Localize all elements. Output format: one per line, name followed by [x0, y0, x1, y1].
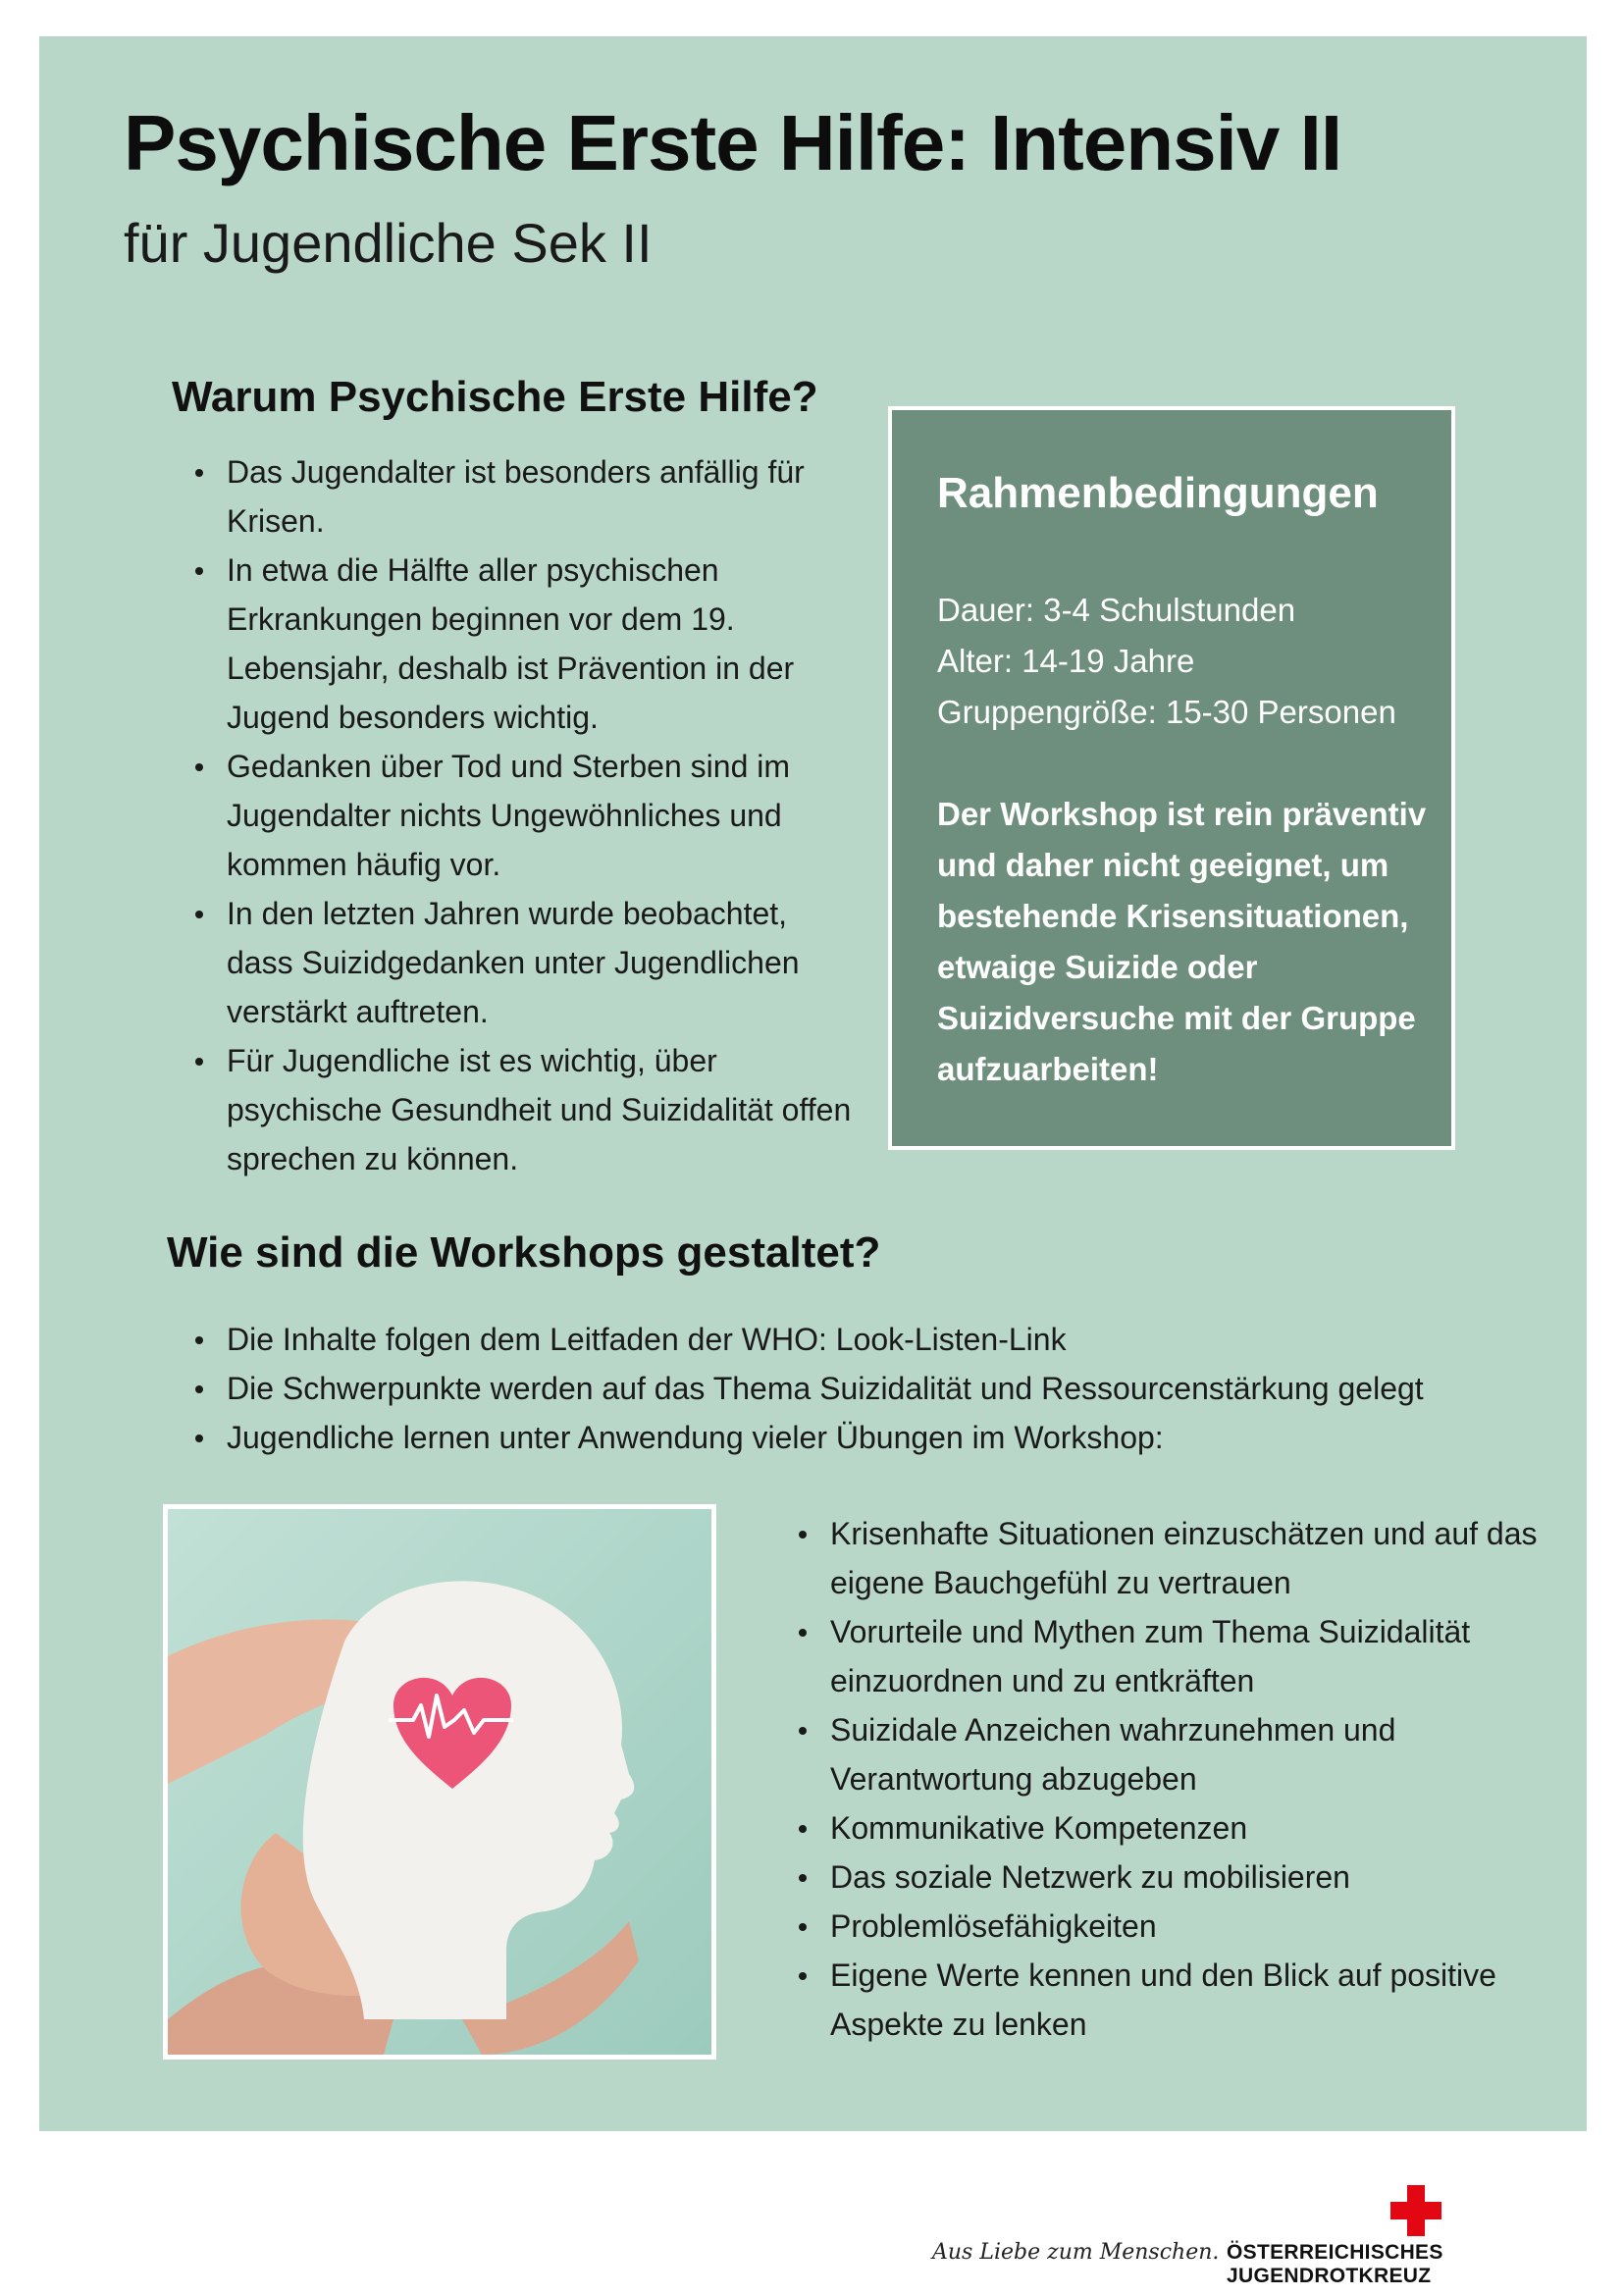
list-item: Das soziale Netzwerk zu mobilisieren [775, 1852, 1541, 1902]
why-list [172, 447, 859, 1183]
group-size-text: Gruppengröße: 15-30 Personen [937, 694, 1396, 730]
head-heart-illustration [168, 1509, 711, 2055]
workshops-list [172, 1315, 1545, 1462]
list-item: Die Inhalte folgen dem Leitfaden der WHO: Look-Listen-Link [172, 1315, 1545, 1364]
head-heart-photo [163, 1504, 716, 2060]
list-item: Jugendliche lernen unter Anwendung vieler Übungen im Workshop: [172, 1413, 1545, 1462]
framework-box [888, 406, 1455, 1150]
footer-slogan: Aus Liebe zum Menschen. [932, 2240, 1220, 2265]
page-subtitle: für Jugendliche Sek II [124, 212, 653, 274]
list-item: Kommunikative Kompetenzen [775, 1803, 1541, 1852]
list-item: In etwa die Hälfte aller psychischen Erkrankungen beginnen vor dem 19. Lebensjahr, deshalb ist Prävention in der Jugend besonders wichtig. [172, 546, 859, 742]
list-item: Krisenhafte Situationen einzuschätzen und auf das eigene Bauchgefühl zu vertrauen [775, 1509, 1541, 1607]
list-item: In den letzten Jahren wurde beobachtet, dass Suizidgedanken unter Jugendlichen verstärkt auftreten. [172, 889, 859, 1036]
workshops-heading: Wie sind die Workshops gestaltet? [167, 1228, 881, 1277]
duration-text: Dauer: 3-4 Schulstunden [937, 592, 1296, 628]
list-item: Problemlösefähigkeiten [775, 1902, 1541, 1951]
framework-facts [937, 585, 1396, 738]
age-text: Alter: 14-19 Jahre [937, 643, 1195, 679]
list-item: Eigene Werte kennen und den Blick auf positive Aspekte zu lenken [775, 1951, 1541, 2049]
list-item: Die Schwerpunkte werden auf das Thema Suizidalität und Ressourcenstärkung gelegt [172, 1364, 1545, 1413]
page-title: Psychische Erste Hilfe: Intensiv II [124, 99, 1342, 186]
list-item: Für Jugendliche ist es wichtig, über psychische Gesundheit und Suizidalität offen sprechen zu können. [172, 1036, 859, 1183]
list-item: Vorurteile und Mythen zum Thema Suizidalität einzuordnen und zu entkräften [775, 1607, 1541, 1705]
why-heading: Warum Psychische Erste Hilfe? [172, 373, 818, 421]
skills-list [775, 1509, 1541, 2049]
footer-organization: ÖSTERREICHISCHES JUGENDROTKREUZ [1227, 2241, 1443, 2287]
framework-heading: Rahmenbedingungen [937, 469, 1379, 517]
red-cross-icon [1390, 2185, 1441, 2236]
list-item: Suizidale Anzeichen wahrzunehmen und Verantwortung abzugeben [775, 1705, 1541, 1803]
list-item: Gedanken über Tod und Sterben sind im Jugendalter nichts Ungewöhnliches und kommen häufig vor. [172, 742, 859, 889]
list-item: Das Jugendalter ist besonders anfällig für Krisen. [172, 447, 859, 546]
framework-note: Der Workshop ist rein präventiv und daher nicht geeignet, um bestehende Krisensituationen, etwaige Suizide oder Suizidversuche mit der Gruppe aufzuarbeiten! [937, 796, 1427, 1087]
